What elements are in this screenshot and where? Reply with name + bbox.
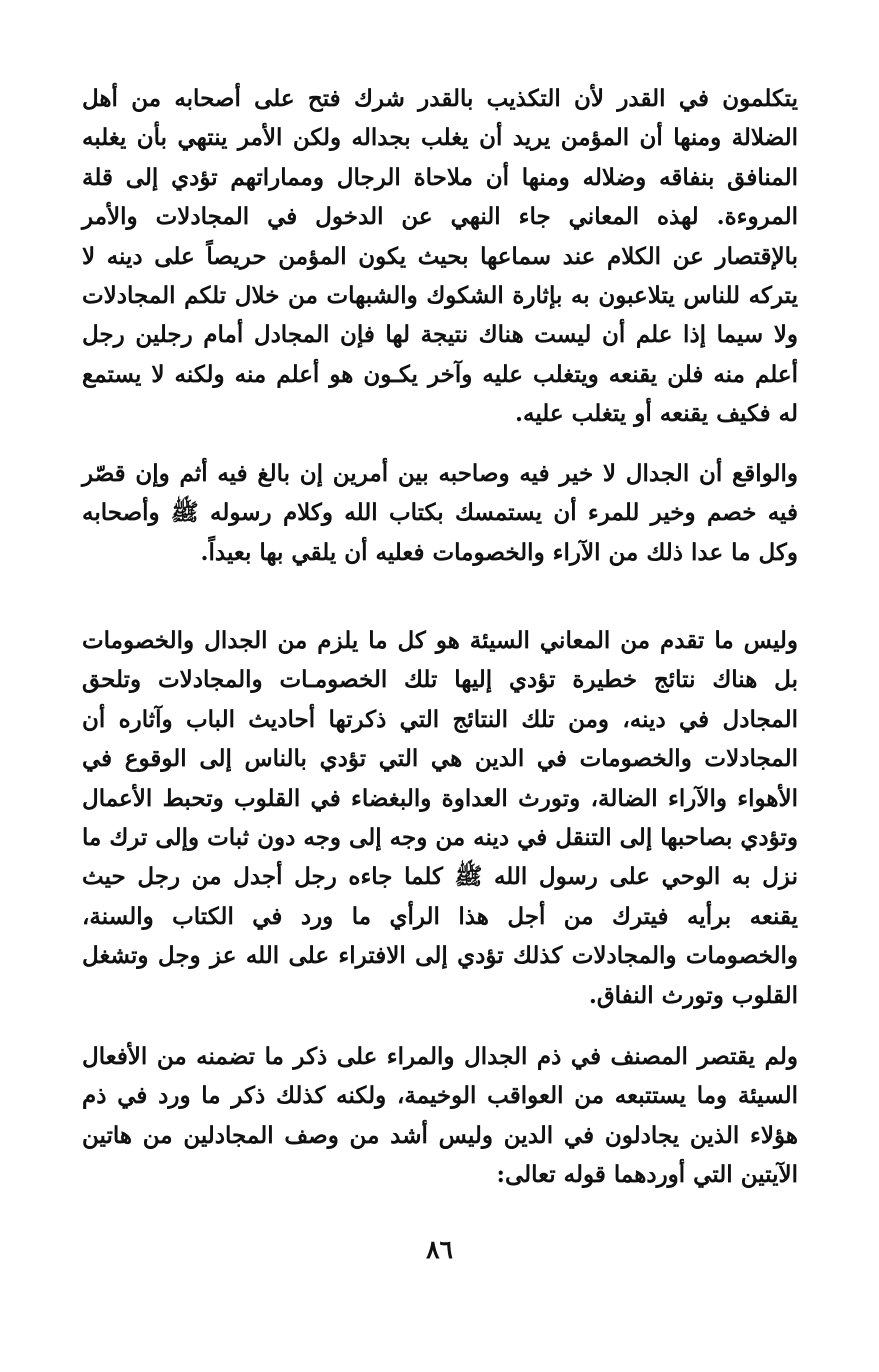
paragraph-4: ولم يقتصر المصنف في ذم الجدال والمراء على ذكر ما تضمنه من الأفعال السيئة وما يستتبعه من العواقب الوخيمة، ولكنه كذلك ذكر ما ورد في ذم هؤلاء الذين يجادلون في الدين وليس أشد من وصف المجادلين من هاتين الآيتين التي أوردهما قوله تعالى: xyxy=(82,1043,798,1189)
paragraph-1: يتكلمون في القدر لأن التكذيب بالقدر شرك فتح على أصحابه من أهل الضلالة ومنها أن المؤمن يريد أن يغلب بجداله ولكن الأمر ينتهي بأن يغلبه المنافق بنفاقه وضلاله ومنها أن ملاحاة الرجال ومماراتهم تؤدي إلى قلة المروءة. لهذه المعاني جاء النهي عن الدخول في المجادلات والأمر بالإقتصار عن الكلام عند سماعها بحيث يكون المؤمن حريصاً على دينه لا يتركه للناس يتلاعبون به بإثارة الشكوك والشبهات من خلال تلكم المجادلات ولا سيما إذا علم أن ليست هناك نتيجة لها فإن المجادل أمام رجلين رجل أعلم منه فلن يقنعه ويتغلب عليه وآخر يكـون هو أعلم منه ولكنه لا يستمع له فكيف يقنعه أو يتغلب عليه. xyxy=(82,85,798,428)
paragraph-3: وليس ما تقدم من المعاني السيئة هو كل ما يلزم من الجدال والخصومات بل هناك نتائج خطيرة تؤدي إليها تلك الخصومـات والمجادلات وتلحق المجادل في دينه، ومن تلك النتائج التي ذكرتها أحاديث الباب وآثاره أن المجادلات والخصومات في الدين هي التي تؤدي بالناس إلى الوقوع في الأهواء والآراء الضالة، وتورث العداوة والبغضاء في القلوب وتحبط الأعمال وتؤدي بصاحبها إلى التنقل في دينه من وجه إلى وجه دون ثبات وإلى ترك ما نزل به الوحي على رسول الله ﷺ كلما جاءه رجل أجدل من رجل حيث يقنعه برأيه فيترك من أجل هذا الرأي ما ورد في الكتاب والسنة، والخصومات والمجادلات كذلك تؤدي إلى الافتراء على الله عز وجل وتشغل القلوب وتورث النفاق. xyxy=(82,627,798,1009)
paragraph-2: والواقع أن الجدال لا خير فيه وصاحبه بين أمرين إن بالغ فيه أثم وإن قصّر فيه خصم وخير للمرء أن يستمسك بكتاب الله وكلام رسوله ﷺ وأصحابه وكل ما عدا ذلك من الآراء والخصومات فعليه أن يلقي بها بعيداً. xyxy=(82,460,798,566)
page-number: ٨٦ xyxy=(426,1235,453,1264)
